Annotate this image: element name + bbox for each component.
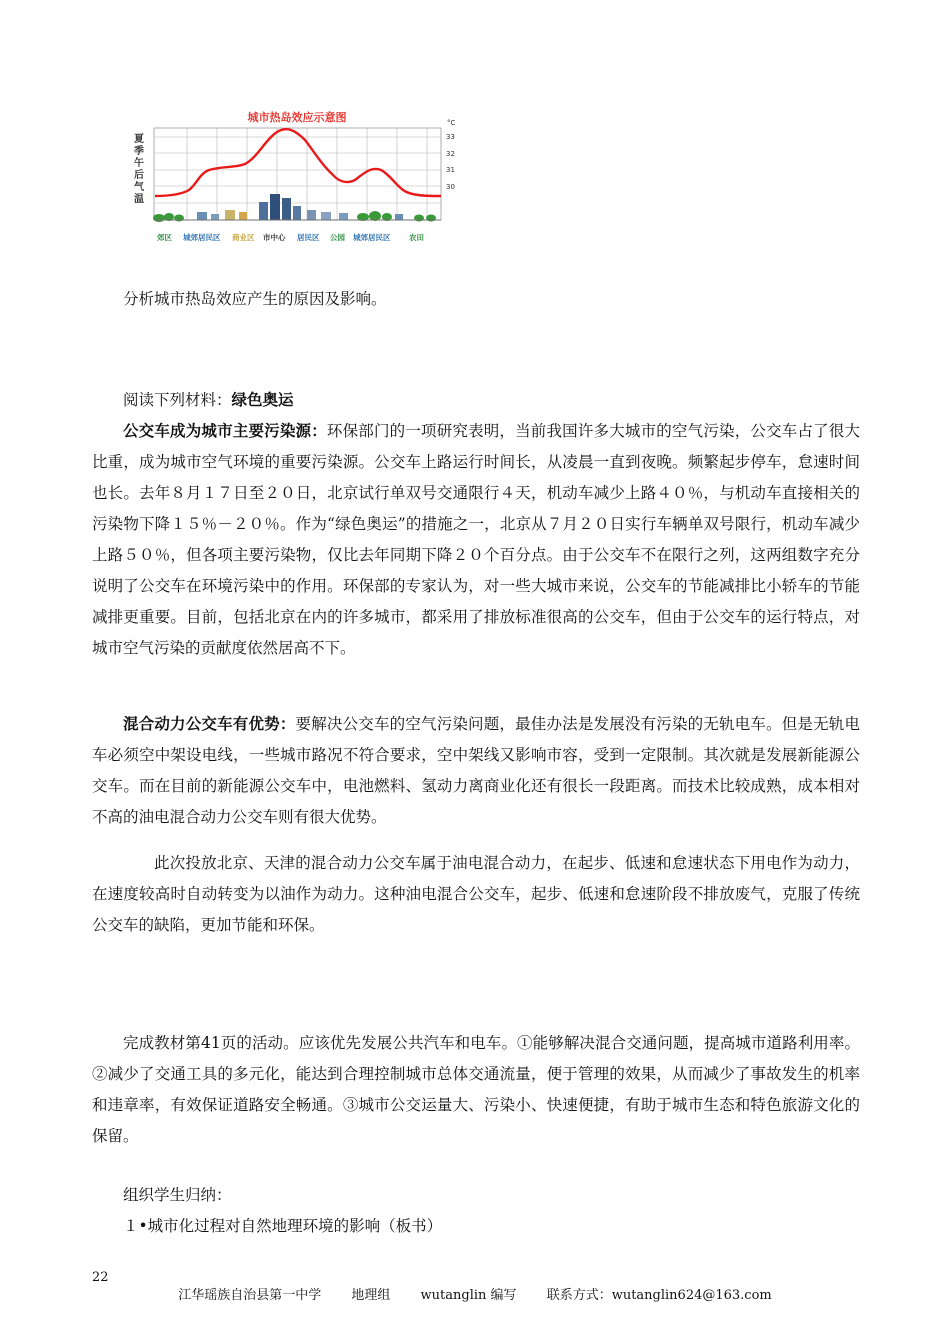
tick-33: 33 (446, 133, 455, 141)
tick-31: 31 (446, 166, 455, 174)
footer-author: wutanglin 编写 (420, 1288, 517, 1303)
zone-label: 农田 (409, 233, 424, 242)
reading-line (92, 384, 860, 416)
figure-ylabel (134, 132, 145, 205)
figure-title: 城市热岛效应示意图 (247, 111, 347, 124)
unit-label: °C (447, 119, 456, 127)
reading-title: 绿色奥运 (231, 390, 294, 409)
hybrid-bus-paragraph: 此次投放北京、天津的混合动力公交车属于油电混合动力，在起步、低速和怠速状态下用电作为动力，在速度较高时自动转变为以油作为动力。这种油电混合公交车，起步、低速和怠速阶段不排放废气，克服了传统公交车的缺陷，更加节能和环保。 (92, 854, 860, 934)
footer-group: 地理组 (351, 1288, 391, 1303)
zone-label: 城郊居民区 (183, 233, 221, 242)
heat-island-figure (127, 104, 467, 251)
section-heading: 混合动力公交车有优势： (123, 714, 296, 733)
zone-label: 郊区 (157, 233, 172, 242)
zone-label: 居民区 (297, 233, 320, 242)
footer-school: 江华瑶族自治县第一中学 (178, 1288, 322, 1303)
outline-item-1: １•城市化过程对自然地理环境的影响（板书） (123, 1217, 443, 1235)
section-heading: 公交车成为城市主要污染源： (123, 421, 327, 440)
section-text: 要解决公交车的空气污染问题，最佳办法是发展没有污染的无轨电车。但是无轨电车必须空中架设电线，一些城市路况不符合要求，空中架线又影响市容，受到一定限制。其次就是发展新能源公交车。而在目前的新能源公交车中，电池燃料、氢动力离商业化还有很长一段距离。而技术比较成熟，成本相对不高的油电混合动力公交车则有很大优势。 (92, 715, 860, 826)
question-text: 分析城市热岛效应产生的原因及影响。 (123, 290, 387, 308)
page-number: 22 (92, 1270, 109, 1285)
zone-label: 商业区 (232, 233, 255, 242)
svg-text:夏季午后气温: 夏季午后气温 (134, 134, 144, 205)
zone-label: 公园 (330, 233, 345, 242)
tick-30: 30 (446, 183, 455, 191)
tick-32: 32 (446, 150, 455, 158)
zone-label: 市中心 (263, 233, 286, 242)
zone-label: 城郊居民区 (353, 233, 391, 242)
section-paragraph (92, 415, 860, 664)
footer-contact: 联系方式：wutanglin624@163.com (546, 1288, 772, 1303)
section-paragraph (92, 708, 860, 833)
reading-prefix: 阅读下列材料： (123, 391, 232, 409)
summary-label: 组织学生归纳： (123, 1186, 232, 1204)
activity-paragraph: 完成教材第41页的活动。应该优先发展公共汽车和电车。①能够解决混合交通问题，提高城市道路利用率。②减少了交通工具的多元化，能达到合理控制城市总体交通流量，便于管理的效果，从而减少了事故发生的机率和违章率，有效保证道路安全畅通。③城市公交运量大、污染小、快速便捷，有助于城市生态和特色旅游文化的保留。 (92, 1034, 860, 1145)
section-text: 环保部门的一项研究表明，当前我国许多大城市的空气污染，公交车占了很大比重，成为城市空气环境的重要污染源。公交车上路运行时间长，从凌晨一直到夜晚。频繁起步停车，怠速时间也长。去年８月１７日至２０日，北京试行单双号交通限行４天，机动车减少上路４０％，与机动车直接相关的污染物下降１５％－２０％。作为“绿色奥运”的措施之一，北京从７月２０日实行车辆单双号限行，机动车减少上路５０％，但各项主要污染物，仅比去年同期下降２０个百分点。由于公交车不在限行之列，这两组数字充分说明了公交车在环境污染中的作用。环保部的专家认为，对一些大城市来说，公交车的节能减排比小轿车的节能减排更重要。目前，包括北京在内的许多城市，都采用了排放标准很高的公交车，但由于公交车的运行特点，对城市空气污染的贡献度依然居高不下。 (92, 422, 860, 657)
page-footer (0, 1284, 950, 1303)
